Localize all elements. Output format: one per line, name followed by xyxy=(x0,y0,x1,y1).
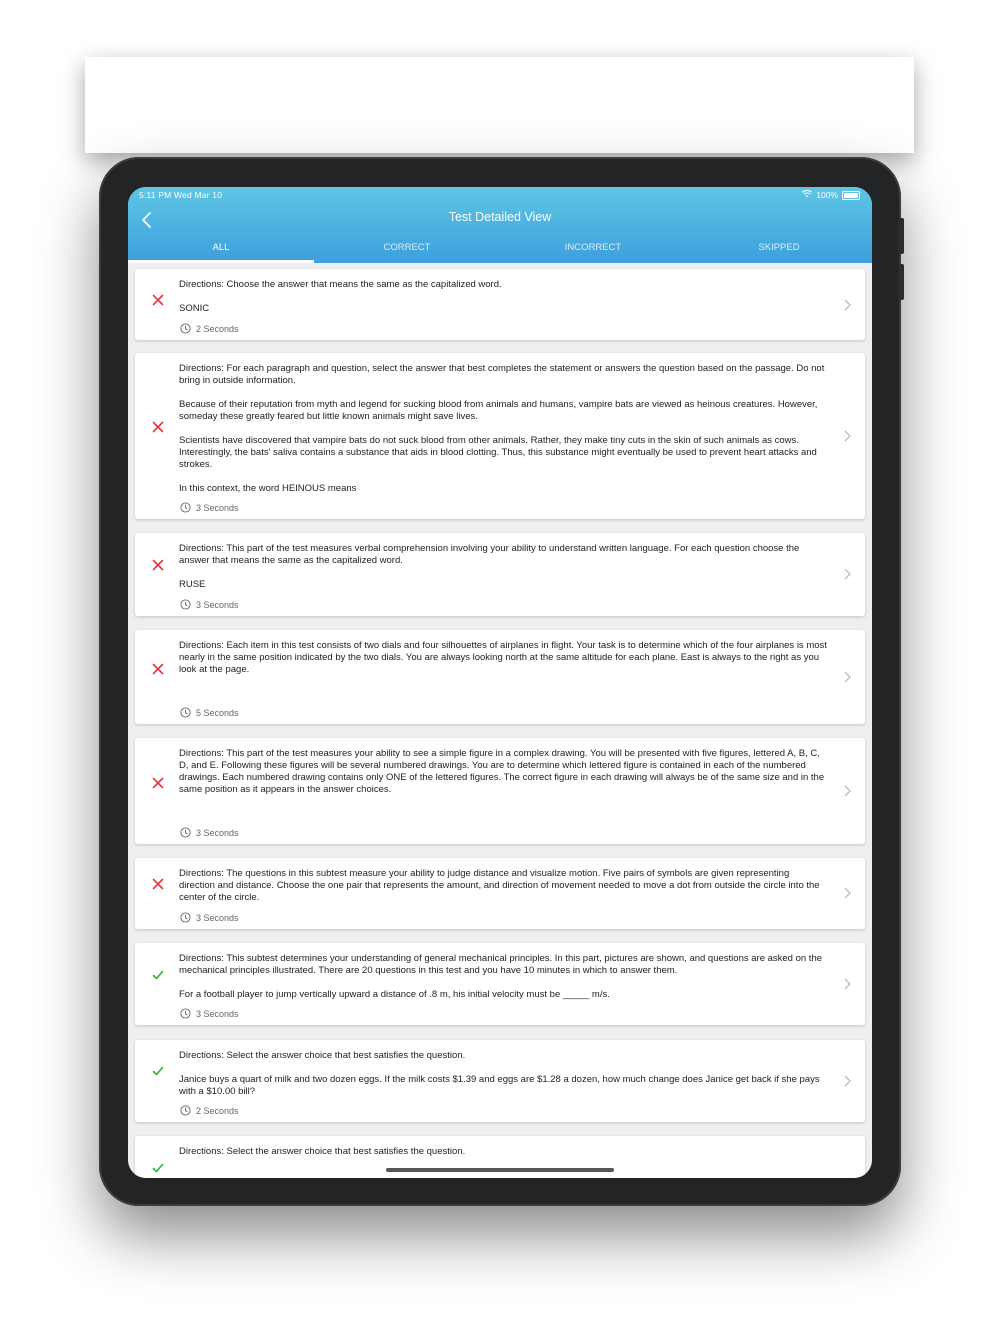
time-label: 3 Seconds xyxy=(196,599,239,610)
incorrect-x-icon xyxy=(152,559,164,571)
question-card[interactable] xyxy=(135,353,865,519)
home-indicator[interactable] xyxy=(386,1168,614,1172)
question-paragraph: Directions: The questions in this subtest measure your ability to judge distance and visualize motion. Five pairs of symbols are given representing direction and distance. Choose the one pair that represents the amount, and direction of movement needed to move a dot from outside the circle into the center of the circle. xyxy=(179,868,820,903)
chevron-right-icon xyxy=(842,670,852,684)
question-paragraph: Directions: This part of the test measures verbal comprehension involving your ability to understand written language. For each question choose the answer that means the same as the capitalized word. xyxy=(179,543,800,566)
incorrect-x-icon xyxy=(152,777,164,789)
time-spent xyxy=(180,599,239,610)
question-card[interactable] xyxy=(135,858,865,929)
question-paragraph: For a football player to jump vertically upward a distance of .8 m, his initial velocity must be _____ m/s. xyxy=(179,989,610,1000)
question-paragraph: Directions: This subtest determines your understanding of general mechanical principles. In this part, pictures are shown, and questions are asked on the mechanical principles illustrated. There are 20 questions in this test and you have 10 minutes in which to answer them. xyxy=(179,953,823,976)
battery-icon xyxy=(842,191,860,200)
question-text xyxy=(179,640,827,688)
status-indicators xyxy=(802,190,860,200)
battery-percentage: 100% xyxy=(816,190,838,200)
time-spent xyxy=(180,912,239,923)
question-text xyxy=(179,868,827,916)
question-paragraph: SONIC xyxy=(179,303,210,314)
chevron-right-icon xyxy=(842,567,852,581)
filter-tabs xyxy=(128,240,872,263)
question-paragraph: Janice buys a quart of milk and two dozen eggs. If the milk costs $1.39 and eggs are $1.28 a dozen, how much change does Janice get back if she pays with a $10.00 bill? xyxy=(179,1074,820,1097)
time-spent xyxy=(180,323,239,334)
question-card[interactable] xyxy=(135,1040,865,1122)
tab-skipped[interactable]: SKIPPED xyxy=(758,242,800,253)
chevron-right-icon xyxy=(842,429,852,443)
question-card[interactable] xyxy=(135,269,865,340)
question-paragraph: In this context, the word HEINOUS means xyxy=(179,483,357,494)
time-label: 5 Seconds xyxy=(196,707,239,718)
page-title: Test Detailed View xyxy=(448,210,552,224)
time-label: 3 Seconds xyxy=(196,502,239,513)
clock-icon xyxy=(180,599,191,610)
clock-icon xyxy=(180,323,191,334)
chevron-right-icon xyxy=(842,977,852,991)
question-paragraph: Directions: Choose the answer that means the same as the capitalized word. xyxy=(179,279,502,290)
volume-up-button xyxy=(898,218,904,254)
clock-icon xyxy=(180,502,191,513)
chevron-right-icon xyxy=(842,298,852,312)
clock-icon xyxy=(180,1105,191,1116)
incorrect-x-icon xyxy=(152,294,164,306)
incorrect-x-icon xyxy=(152,421,164,433)
question-text xyxy=(179,1146,827,1170)
question-paragraph: Scientists have discovered that vampire bats do not suck blood from other animals. Rather, they make tiny cuts in the skin of such animals as cows. Interestingly, the bats' saliva contains a substance that aids in blood clotting. Thus, this substance might eventually be used to prevent heart attacks and strokes. xyxy=(179,435,817,470)
status-time: 5:11 PM Wed Mar 10 xyxy=(139,190,223,200)
question-card[interactable] xyxy=(135,943,865,1025)
time-spent xyxy=(180,1008,239,1019)
correct-check-icon xyxy=(152,969,164,981)
time-spent xyxy=(180,827,239,838)
volume-down-button xyxy=(898,264,904,300)
question-paragraph: Directions: Select the answer choice that best satisfies the question. xyxy=(179,1146,466,1157)
time-spent xyxy=(180,502,239,513)
question-paragraph: Directions: Each item in this test consists of two dials and four silhouettes of airplanes in flight. Your task is to determine which of the four airplanes is most nearly in the same position indicated by the two dials. You are always looking north at the same altitude for each plane. East is always to the right as you look at the page. xyxy=(179,640,827,675)
chevron-right-icon xyxy=(842,886,852,900)
question-paragraph: RUSE xyxy=(179,579,206,590)
question-paragraph: Directions: This part of the test measures your ability to see a simple figure in a complex drawing. You will be presented with five figures, lettered A, B, C, D, and E. Following these figures will be several numbered drawings. You are to determine which lettered figure is contained in each of the numbered drawings. Each numbered drawing contains only ONE of the lettered figures. The correct figure in each drawing will always be of the same size and in the same position as it appears in the answer choices. xyxy=(179,748,825,795)
app-screen xyxy=(128,187,872,1178)
time-label: 3 Seconds xyxy=(196,827,239,838)
question-text xyxy=(179,279,827,327)
question-text xyxy=(179,1050,827,1110)
app-header xyxy=(128,187,872,263)
time-label: 2 Seconds xyxy=(196,323,239,334)
top-banner-card xyxy=(85,57,914,153)
time-label: 3 Seconds xyxy=(196,912,239,923)
clock-icon xyxy=(180,707,191,718)
question-paragraph: Because of their reputation from myth and legend for sucking blood from animals and humans, vampire bats are viewed as heinous creatures. However, someday these greatly feared but little known animals might save lives. xyxy=(179,399,818,422)
tab-all[interactable]: ALL xyxy=(128,240,314,263)
question-text xyxy=(179,543,827,603)
question-card[interactable] xyxy=(135,533,865,616)
incorrect-x-icon xyxy=(152,663,164,675)
correct-check-icon xyxy=(152,1162,164,1174)
correct-check-icon xyxy=(152,1065,164,1077)
question-text xyxy=(179,953,827,1013)
tab-incorrect[interactable]: INCORRECT xyxy=(564,242,622,253)
tab-correct[interactable]: CORRECT xyxy=(383,242,431,253)
clock-icon xyxy=(180,912,191,923)
chevron-right-icon xyxy=(842,1074,852,1088)
chevron-right-icon xyxy=(842,784,852,798)
clock-icon xyxy=(180,827,191,838)
wifi-icon xyxy=(802,190,812,200)
question-paragraph: Directions: For each paragraph and question, select the answer that best completes the statement or answers the question based on the passage. Do not bring in outside information. xyxy=(179,363,825,386)
question-list xyxy=(128,263,872,1178)
incorrect-x-icon xyxy=(152,878,164,890)
clock-icon xyxy=(180,1008,191,1019)
question-text xyxy=(179,748,827,808)
time-spent xyxy=(180,707,239,718)
question-text xyxy=(179,363,827,507)
question-paragraph: Directions: Select the answer choice that best satisfies the question. xyxy=(179,1050,466,1061)
question-card[interactable] xyxy=(135,738,865,844)
time-label: 3 Seconds xyxy=(196,1008,239,1019)
time-spent xyxy=(180,1105,239,1116)
question-card[interactable] xyxy=(135,630,865,724)
time-label: 2 Seconds xyxy=(196,1105,239,1116)
